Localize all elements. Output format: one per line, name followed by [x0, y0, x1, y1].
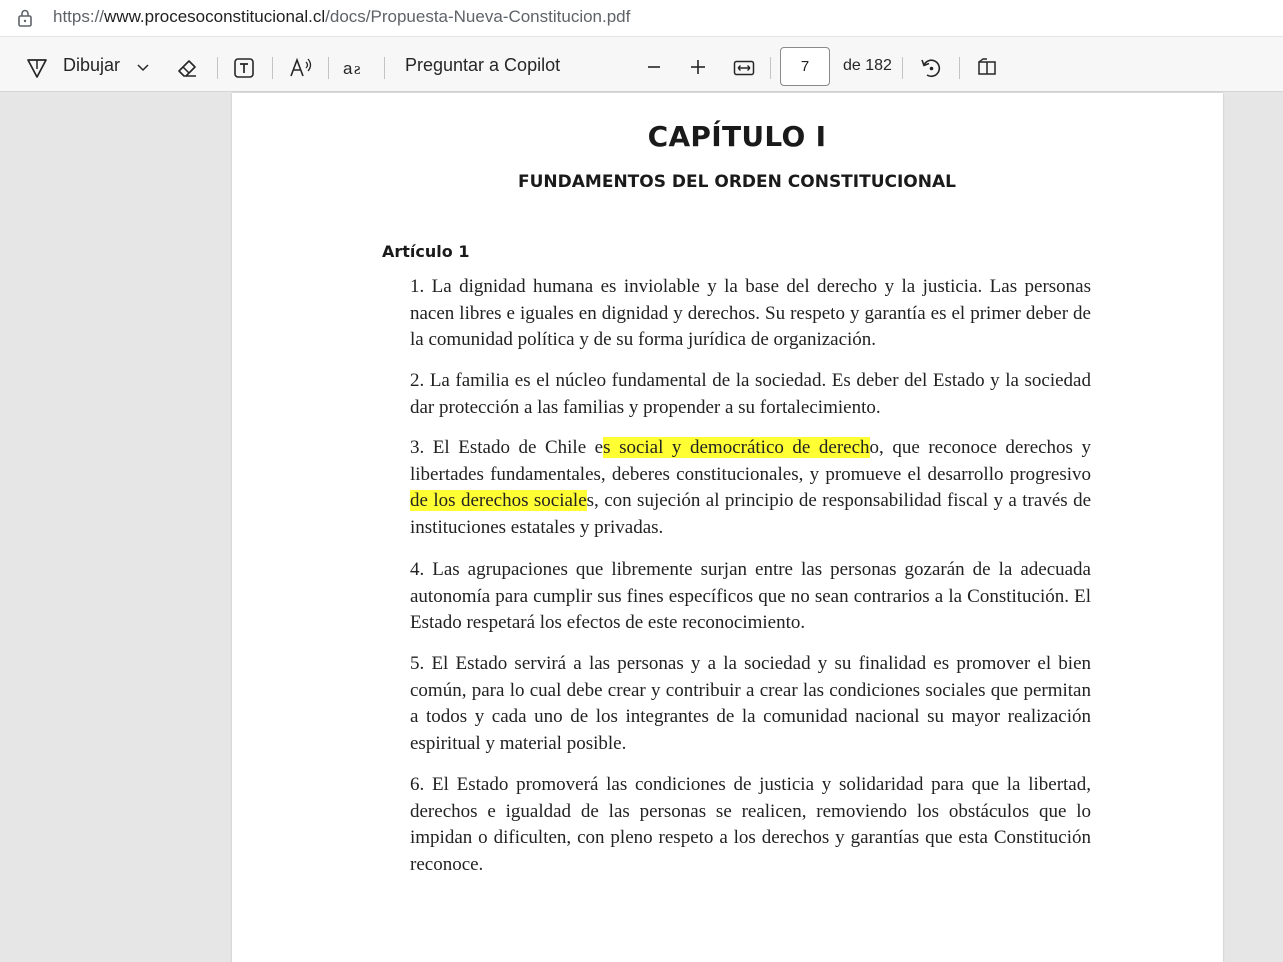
highlight-social-democratico[interactable]: s social y democrático de derech	[603, 437, 870, 458]
toolbar-divider	[217, 57, 218, 79]
paragraph-3	[410, 435, 1091, 541]
zoom-in-icon[interactable]	[686, 55, 710, 79]
url-prefix: https://	[53, 7, 105, 26]
zoom-out-icon[interactable]	[642, 55, 666, 79]
page-total: de 182	[843, 57, 892, 74]
paragraph-2: 2. La familia es el núcleo fundamental de la sociedad. Es deber del Estado y la sociedad dar protección a las familias y propender a su fortalecimiento.	[410, 370, 1091, 418]
address-bar[interactable]	[0, 0, 1283, 36]
toolbar-divider	[902, 57, 903, 79]
eraser-icon[interactable]	[175, 55, 201, 81]
text-box-icon[interactable]	[231, 55, 257, 81]
chapter-subtitle: FUNDAMENTOS DEL ORDEN CONSTITUCIONAL	[518, 172, 956, 192]
lock-icon[interactable]	[16, 8, 34, 28]
url-host: www.procesoconstitucional.cl	[104, 7, 326, 26]
toolbar-divider	[384, 57, 385, 79]
paragraph-1: 1. La dignidad humana es inviolable y la base del derecho y la justicia. Las personas nacen libres e iguales en dignidad y derechos. Su respeto y garantía es el primer deber de la comunidad política y de su forma jurídica de organización.	[410, 276, 1091, 351]
paragraph-3-text: o, que reconoce derechos y libertades fundamentales, deberes constitucionales, y promueve el desarrollo progresivo	[410, 437, 1092, 485]
paragraph-3-text: s, con sujeción al principio de responsabilidad fiscal y a través de instituciones estatales y privadas.	[410, 490, 1091, 538]
chapter-title: CAPÍTULO I	[647, 120, 827, 153]
pdf-toolbar	[0, 36, 1283, 92]
page-number-input[interactable]	[780, 47, 830, 86]
url-text[interactable]	[53, 7, 630, 27]
paragraph-3-text: 3. El Estado de Chile e	[410, 437, 604, 458]
pdf-page	[232, 93, 1223, 962]
toolbar-divider	[272, 57, 273, 79]
draw-icon[interactable]	[24, 55, 50, 81]
toolbar-divider	[328, 57, 329, 79]
url-path: /docs/Propuesta-Nueva-Constitucion.pdf	[325, 7, 631, 26]
toolbar-divider	[770, 57, 771, 79]
highlight-derechos-sociales[interactable]: de los derechos sociale	[410, 490, 587, 512]
ask-copilot-button[interactable]: Preguntar a Copilot	[405, 55, 561, 75]
paragraph-4: 4. Las agrupaciones que libremente surjan entre las personas gozarán de la adecuada autonomía para cumplir sus fines específicos que no sean contrarios a la Constitución. El Estado respetará los efectos de este reconocimiento.	[410, 559, 1091, 634]
svg-text:ƨ: ƨ	[354, 59, 361, 78]
rotate-icon[interactable]	[918, 55, 944, 81]
chevron-down-icon[interactable]	[134, 59, 152, 77]
paragraph-6: 6. El Estado promoverá las condiciones de justicia y solidaridad para que la libertad, derechos e igualdad de las personas se realicen, removiendo los obstáculos que lo impidan o dificulten, con pleno respeto a los derechos y garantías que esta Constitución reconoce.	[410, 774, 1091, 875]
paragraph-5: 5. El Estado servirá a las personas y a la sociedad y su finalidad es promover el bien común, para lo cual debe crear y contribuir a crear las condiciones sociales que permitan a todos y cada uno de los integrantes de la comunidad nacional su mayor realización espiritual y material posible.	[410, 653, 1091, 754]
fit-width-icon[interactable]	[731, 55, 757, 81]
draw-button[interactable]: Dibujar	[63, 55, 121, 75]
toolbar-divider	[959, 57, 960, 79]
svg-text:a: a	[343, 59, 353, 78]
translate-icon[interactable]	[342, 55, 370, 81]
read-aloud-icon[interactable]	[287, 55, 315, 81]
article-title: Artículo 1	[382, 242, 470, 261]
page-view-icon[interactable]	[974, 55, 1000, 81]
